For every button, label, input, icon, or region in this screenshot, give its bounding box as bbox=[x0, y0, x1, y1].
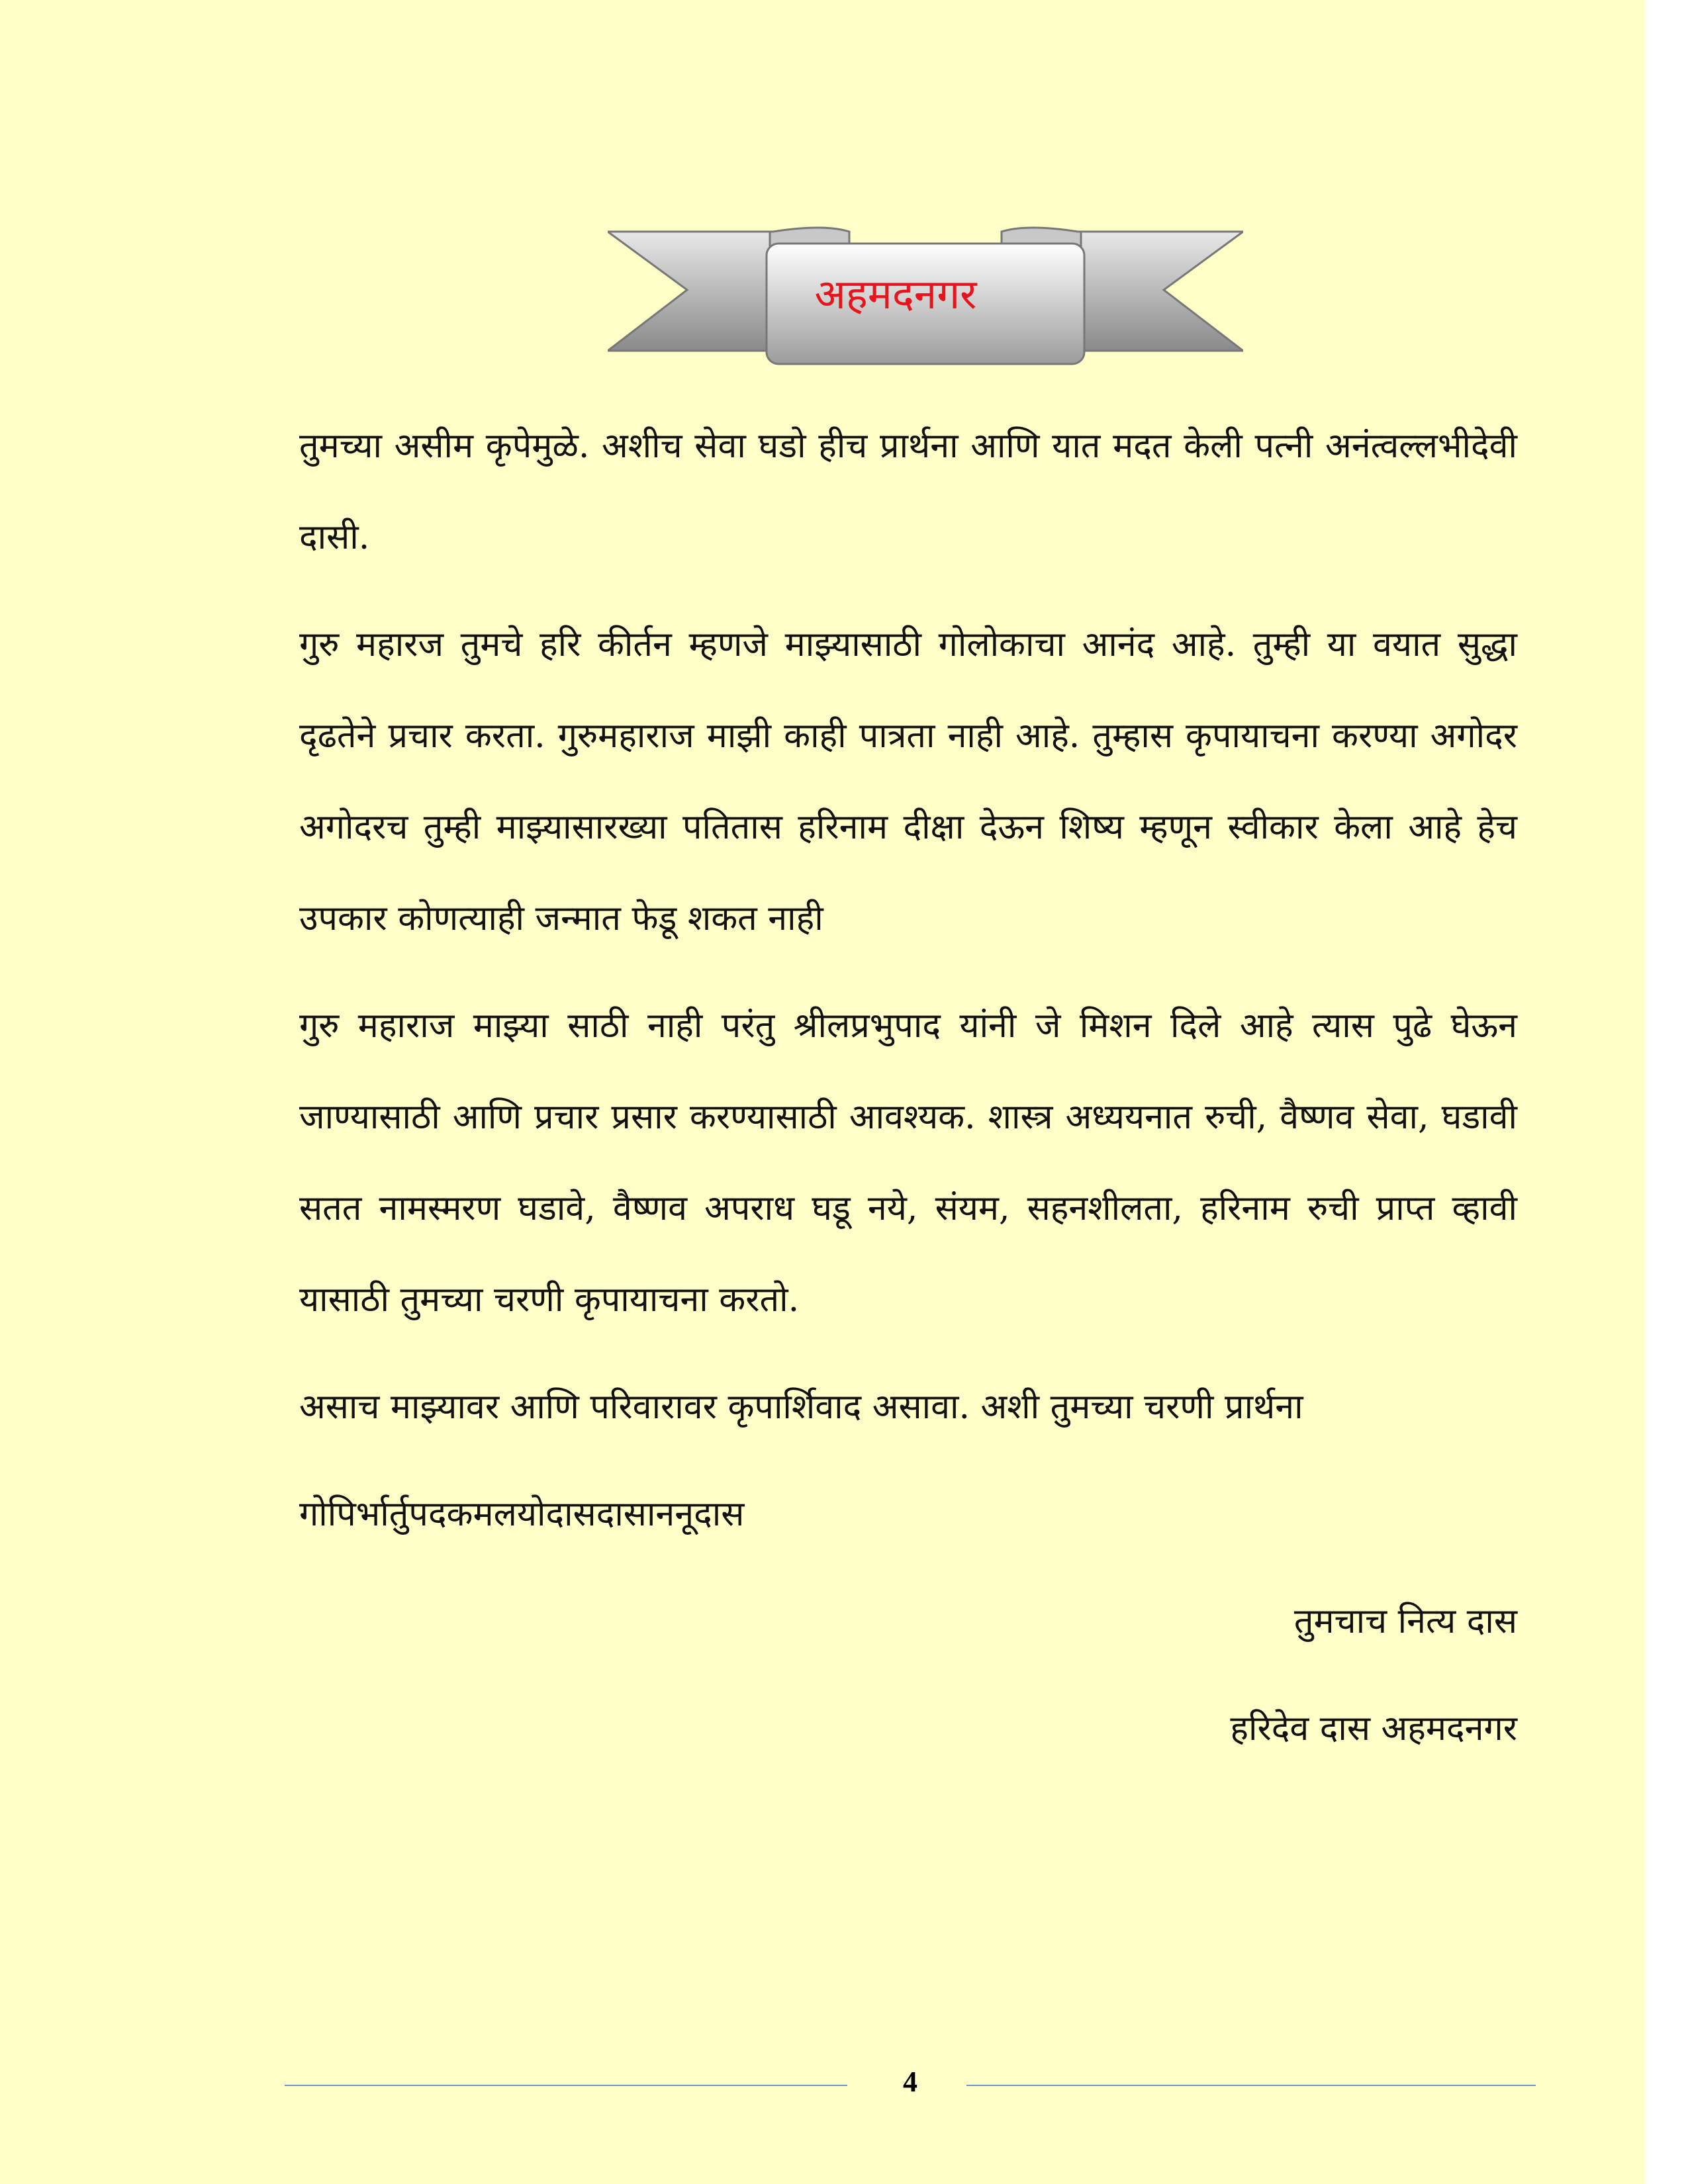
paragraph-3: गुरु महाराज माझ्या साठी नाही परंतु श्रीलप्रभुपाद यांनी जे मिशन दिले आहे त्यास पुढे घेऊन जाण्यासाठी आणि प्रचार प्रसार करण्यासाठी आवश्यक. शास्त्र अध्ययनात रुची, वैष्णव सेवा, घडावी सतत नामस्मरण घडावे, वैष्णव अपराध घडू नये, संयम, सहनशीलता, हरिनाम रुची प्राप्त व्हावी यासाठी तुमच्या चरणी कृपायाचना करतो. bbox=[299, 1006, 1517, 1320]
ribbon-banner bbox=[608, 224, 1243, 377]
signature-line-2: हरिदेव दास अहमदनगर bbox=[1230, 1709, 1517, 1749]
paragraph-1: तुमच्या असीम कृपेमुळे. अशीच सेवा घडो हीच प्रार्थना आणि यात मदत केली पत्नी अनंत्वल्लभीदेवी दासी. bbox=[299, 426, 1517, 557]
paragraph-5: गोपिर्भार्तुपदकमलयोदासदासाननूदास bbox=[299, 1494, 745, 1534]
page-footer bbox=[285, 2065, 1536, 2105]
footer-rule-right bbox=[966, 2085, 1536, 2086]
signature-line-1: तुमचाच नित्य दास bbox=[1293, 1602, 1517, 1641]
banner-title: अहमदनगर bbox=[814, 270, 977, 318]
footer-rule-left bbox=[285, 2085, 847, 2086]
letter-body bbox=[299, 400, 1517, 1790]
page-number: 4 bbox=[903, 2066, 917, 2098]
paragraph-4: असाच माझ्यावर आणि परिवारावर कृपार्शिवाद असावा. अशी तुमच्या चरणी प्रार्थना bbox=[299, 1387, 1303, 1427]
paragraph-2: गुरु महारज तुमचे हरि कीर्तन म्हणजे माझ्यासाठी गोलोकाचा आनंद आहे. तुम्ही या वयात सुद्धा दृढतेने प्रचार करता. गुरुमहाराज माझी काही पात्रता नाही आहे. तुम्हास कृपायाचना करण्या अगोदर अगोदरच तुम्ही माझ्यासारख्या पतितास हरिनाम दीक्षा देऊन शिष्य म्हणून स्वीकार केला आहे हेच उपकार कोणत्याही जन्मात फेडू शकत नाही bbox=[299, 625, 1517, 938]
